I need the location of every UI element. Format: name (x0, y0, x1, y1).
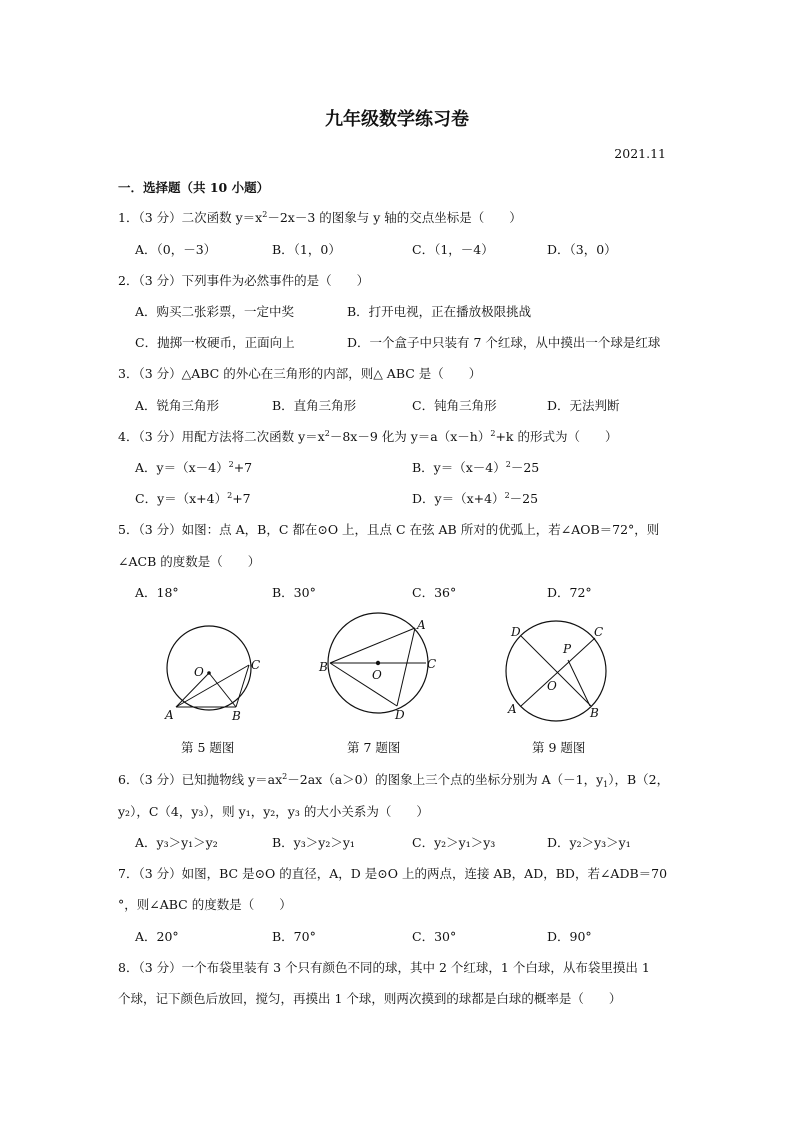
figure-5 (150, 605, 270, 730)
q7-option-c: C．30° (412, 929, 457, 944)
question-8-line-1: 8．（3 分）一个布袋里装有 3 个只有颜色不同的球，其中 2 个红球，1 个白球，从布袋里摸出 1 (118, 960, 650, 975)
q5-option-d: D．72° (547, 585, 592, 600)
question-1-stem: 1．（3 分）二次函数 $y=x^2-2x-3$ 的图象与 y 轴的交点坐标是（ ） (118, 210, 522, 225)
fig5-label-a: A (165, 708, 174, 722)
figure-9-caption: 第 9 题图 (532, 740, 586, 755)
q5-option-b: B．30° (272, 585, 316, 600)
fig7-label-b: B (319, 660, 328, 674)
fig9-label-b: B (590, 706, 599, 720)
fig7-label-d: D (395, 708, 405, 722)
fig7-label-a: A (417, 618, 426, 632)
question-7-line-1: 7．（3 分）如图，BC 是⊙O 的直径，A，D 是⊙O 上的两点，连接 AB，AD，BD，若∠ADB＝70 (118, 866, 668, 881)
fig9-label-p: P (563, 642, 572, 656)
page-title: 九年级数学练习卷 (325, 109, 469, 130)
q7-option-a: A．20° (135, 929, 179, 944)
q1-option-a: A．（0，－3） (135, 242, 217, 257)
figure-9 (500, 615, 620, 730)
question-7-line-2: °，则∠ABC 的度数是（ ） (118, 897, 292, 912)
fig7-label-o: O (372, 668, 382, 682)
question-3-stem: 3．（3 分）△ABC 的外心在三角形的内部，则△ ABC 是（ ） (118, 366, 482, 381)
q1-option-c: C．（1，－4） (412, 242, 494, 257)
question-5-line-1: 5．（3 分）如图：点 A，B，C 都在⊙O 上，且点 C 在弦 AB 所对的优弧上，若∠AOB＝72°，则 (118, 522, 660, 537)
q3-option-c: C．钝角三角形 (412, 398, 497, 413)
q6-option-d: D．y₂＞y₃＞y₁ (547, 835, 631, 850)
question-2-stem: 2．（3 分）下列事件为必然事件的是（ ） (118, 273, 370, 288)
fig9-label-c: C (594, 625, 604, 639)
figure-7-caption: 第 7 题图 (347, 740, 401, 755)
fig5-label-c: C (251, 658, 261, 672)
figure-7 (315, 605, 450, 730)
question-6-line-2: y₂），C（4，y₃），则 y₁，y₂，y₃ 的大小关系为（ ） (118, 804, 429, 819)
q4-option-a: A．$y=(x-4)^2+7$ (135, 460, 253, 475)
q3-option-b: B．直角三角形 (272, 398, 357, 413)
fig7-label-c: C (427, 657, 437, 671)
q2-option-b: B．打开电视，正在播放极限挑战 (347, 304, 532, 319)
q2-option-c: C．抛掷一枚硬币，正面向上 (135, 335, 295, 350)
q3-option-a: A．锐角三角形 (135, 398, 220, 413)
fig5-label-o: O (194, 665, 204, 679)
q4-option-b: B．$y=(x-4)^2-25$ (412, 460, 540, 475)
fig9-label-a: A (508, 702, 517, 716)
q6-option-c: C．y₂＞y₁＞y₃ (412, 835, 496, 850)
question-8-line-2: 个球，记下颜色后放回，搅匀，再摸出 1 个球，则两次摸到的球都是白球的概率是（ ） (118, 991, 622, 1006)
question-5-line-2: ∠ACB 的度数是（ ） (118, 554, 261, 569)
q4-option-c: C．$y=(x+4)^2+7$ (135, 491, 251, 506)
fig9-label-d: D (511, 625, 521, 639)
q1-option-d: D．（3，0） (547, 242, 617, 257)
fig9-label-o: O (547, 679, 557, 693)
q3-option-d: D．无法判断 (547, 398, 620, 413)
q7-option-b: B．70° (272, 929, 316, 944)
q7-option-d: D．90° (547, 929, 592, 944)
fig5-label-b: B (232, 709, 241, 723)
q2-option-a: A．购买二张彩票，一定中奖 (135, 304, 295, 319)
q4-option-d: D．$y=(x+4)^2-25$ (412, 491, 539, 506)
figure-5-caption: 第 5 题图 (181, 740, 235, 755)
q5-option-a: A．18° (135, 585, 179, 600)
section-heading: 一．选择题（共 10 小题） (118, 180, 270, 195)
q1-option-b: B．（1，0） (272, 242, 341, 257)
q2-option-d: D．一个盒子中只装有 7 个红球，从中摸出一个球是红球 (347, 335, 661, 350)
exam-date: 2021.11 (614, 146, 666, 161)
q6-option-b: B．y₃＞y₂＞y₁ (272, 835, 355, 850)
q6-option-a: A．y₃＞y₁＞y₂ (135, 835, 218, 850)
question-6-line-1: 6．（3 分）已知抛物线 $y=ax^2-2ax(a>0)$的图象上三个点的坐标分别为 A（－1，$y_1$），B（2， (118, 772, 670, 789)
question-4-stem: 4．（3 分）用配方法将二次函数 $y=x^2-8x-9$ 化为 $y=a(x-h)^2+k$ 的形式为（ ） (118, 429, 618, 444)
q5-option-c: C．36° (412, 585, 457, 600)
